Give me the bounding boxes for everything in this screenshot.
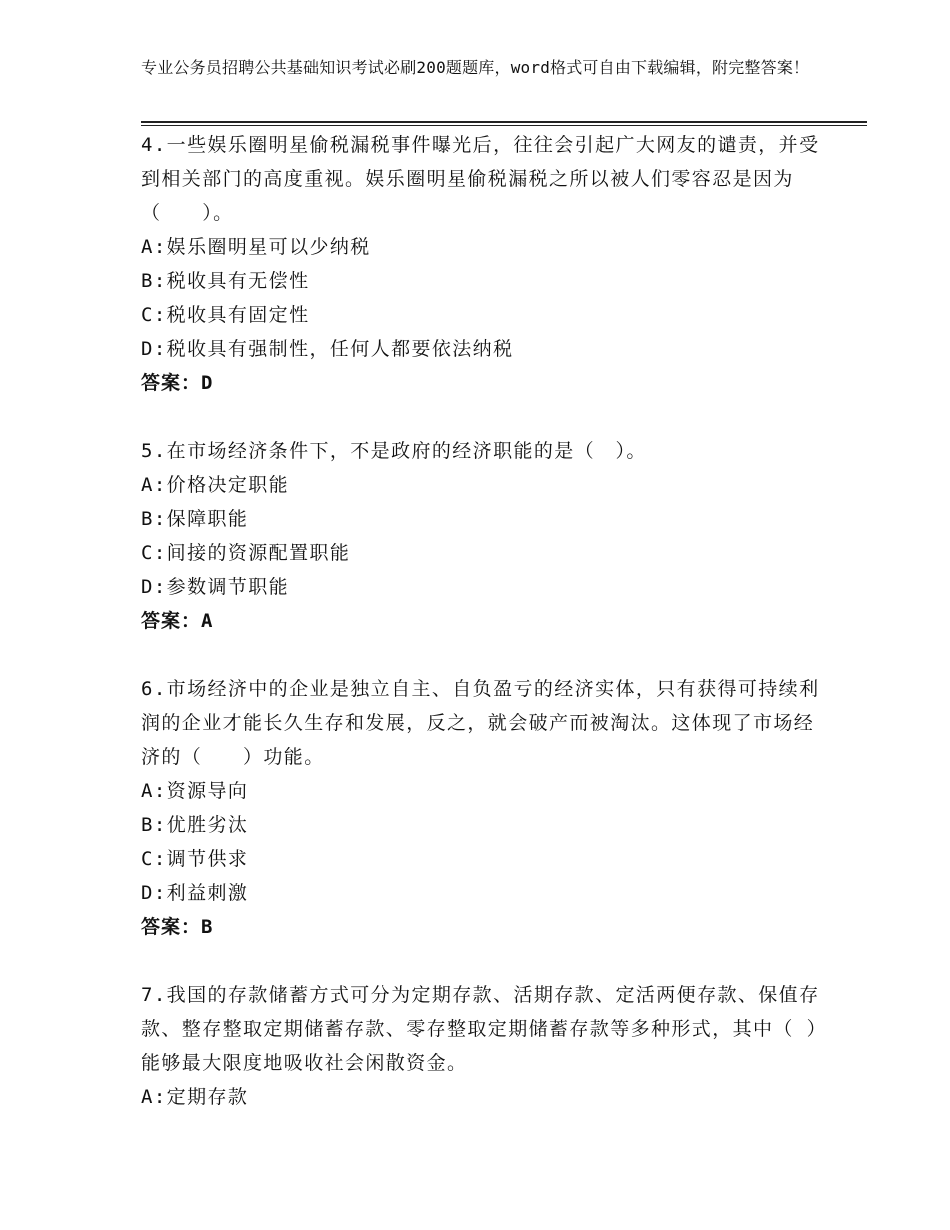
option-b: B:保障职能 (141, 508, 249, 530)
option-c: C:调节供求 (141, 848, 249, 870)
question-4 (141, 128, 831, 400)
question-list (141, 128, 831, 1114)
question-spacer (141, 944, 831, 978)
question-5 (141, 434, 831, 638)
question-spacer (141, 400, 831, 434)
option-b: B:税收具有无偿性 (141, 270, 310, 292)
option-d: D:参数调节职能 (141, 576, 290, 598)
header-divider-thick (141, 121, 867, 123)
question-6 (141, 672, 831, 944)
answer-label: 答案：D (141, 372, 214, 394)
option-a: A:定期存款 (141, 1086, 249, 1108)
header-divider-thin (141, 125, 867, 126)
question-stem: 5.在市场经济条件下，不是政府的经济职能的是（ ）。 (141, 440, 647, 462)
answer-label: 答案：A (141, 610, 214, 632)
question-stem: 7.我国的存款储蓄方式可分为定期存款、活期存款、定活两便存款、保值存款、整存整取定期储蓄存款、零存整取定期储蓄存款等多种形式，其中（ ）能够最大限度地吸收社会闲散资金。 (141, 984, 828, 1074)
option-b: B:优胜劣汰 (141, 814, 249, 836)
question-spacer (141, 638, 831, 672)
option-d: D:利益刺激 (141, 882, 249, 904)
question-stem: 4.一些娱乐圈明星偷税漏税事件曝光后，往往会引起广大网友的谴责，并受到相关部门的高度重视。娱乐圈明星偷税漏税之所以被人们零容忍是因为（ ）。 (141, 134, 820, 224)
question-7 (141, 978, 831, 1114)
option-c: C:间接的资源配置职能 (141, 542, 351, 564)
option-c: C:税收具有固定性 (141, 304, 310, 326)
answer-label: 答案：B (141, 916, 214, 938)
option-d: D:税收具有强制性，任何人都要依法纳税 (141, 338, 514, 360)
page-header: 专业公务员招聘公共基础知识考试必刷200题题库，word格式可自由下载编辑，附完整答案！ (141, 58, 810, 77)
question-stem: 6.市场经济中的企业是独立自主、自负盈亏的经济实体，只有获得可持续利润的企业才能长久生存和发展，反之，就会破产而被淘汰。这体现了市场经济的（ ）功能。 (141, 678, 820, 768)
option-a: A:娱乐圈明星可以少纳税 (141, 236, 371, 258)
option-a: A:资源导向 (141, 780, 249, 802)
option-a: A:价格决定职能 (141, 474, 290, 496)
